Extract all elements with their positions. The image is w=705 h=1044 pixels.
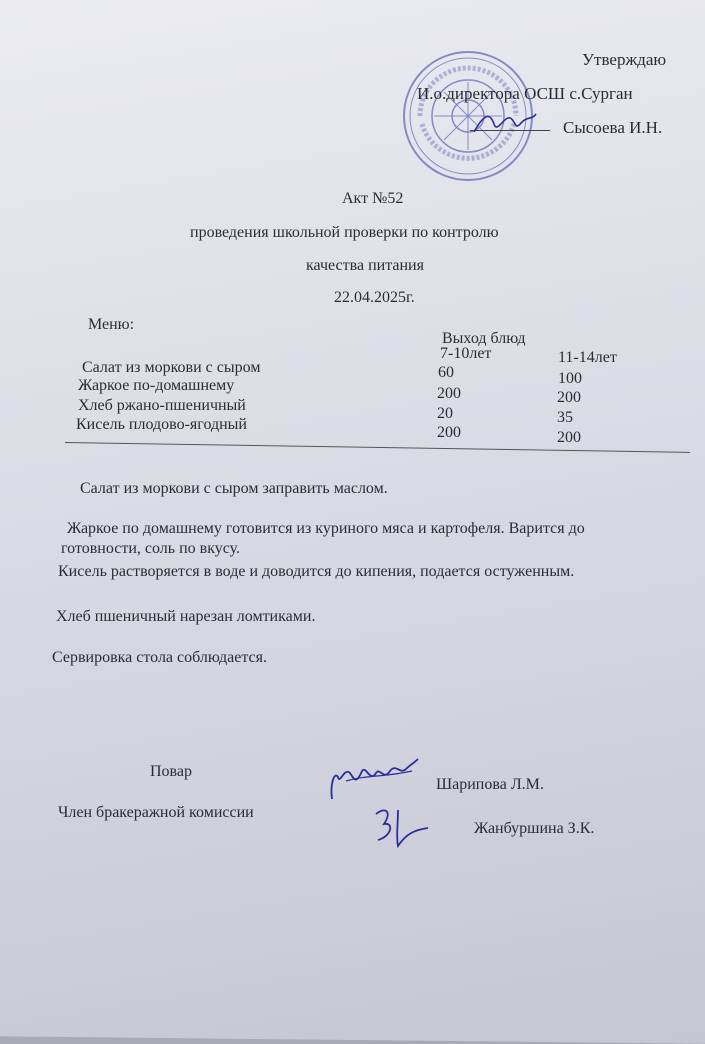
approval-title: Утверждаю <box>582 50 667 69</box>
menu-value-7-10: 60 <box>438 364 454 381</box>
cook-signature <box>326 755 421 803</box>
menu-dish: Хлеб ржано-пшеничный <box>78 397 246 414</box>
note-salad: Салат из моркови с сыром заправить маслом. <box>80 480 388 497</box>
act-number: Акт №52 <box>342 190 404 207</box>
menu-dish: Кисель плодово-ягодный <box>76 416 247 433</box>
approval-name: Сысоева И.Н. <box>563 118 663 137</box>
menu-value-7-10: 200 <box>437 385 461 402</box>
menu-dish: Жаркое по-домашнему <box>78 377 235 394</box>
menu-value-7-10: 200 <box>437 424 461 441</box>
column-age-7-10: 7-10лет <box>440 345 492 362</box>
menu-label: Меню: <box>88 316 135 333</box>
menu-value-11-14: 200 <box>557 429 581 446</box>
column-age-11-14: 11-14лет <box>558 349 617 366</box>
note-roast-line2: готовности, соль по вкусу. <box>61 540 241 557</box>
act-subtitle-line2: качества питания <box>306 257 424 274</box>
commission-role: Член бракеражной комиссии <box>58 804 254 821</box>
cook-name: Шарипова Л.М. <box>436 776 544 793</box>
act-subtitle-line1: проведения школьной проверки по контролю <box>190 224 499 241</box>
note-kissel: Кисель растворяется в воде и доводится до кипения, подается остуженным. <box>58 563 575 580</box>
approval-position: И.о.директора ОСШ с.Сурган <box>417 84 633 103</box>
menu-value-11-14: 35 <box>557 409 573 426</box>
note-serving: Сервировка стола соблюдается. <box>52 649 267 666</box>
commission-signature <box>368 804 438 854</box>
act-date: 22.04.2025г. <box>334 289 415 306</box>
menu-value-11-14: 200 <box>557 389 581 406</box>
note-bread: Хлеб пшеничный нарезан ломтиками. <box>56 608 316 625</box>
note-roast-line1: Жаркое по домашнему готовится из куриного мяса и картофеля. Варится до <box>67 520 585 537</box>
menu-value-7-10: 20 <box>437 405 453 422</box>
cook-role: Повар <box>150 763 192 780</box>
commission-name: Жанбуршина З.К. <box>474 820 595 837</box>
menu-value-11-14: 100 <box>558 370 582 387</box>
menu-dish: Салат из моркови с сыром <box>82 359 261 376</box>
director-signature <box>470 108 540 138</box>
output-header: Выход блюд <box>442 330 526 347</box>
